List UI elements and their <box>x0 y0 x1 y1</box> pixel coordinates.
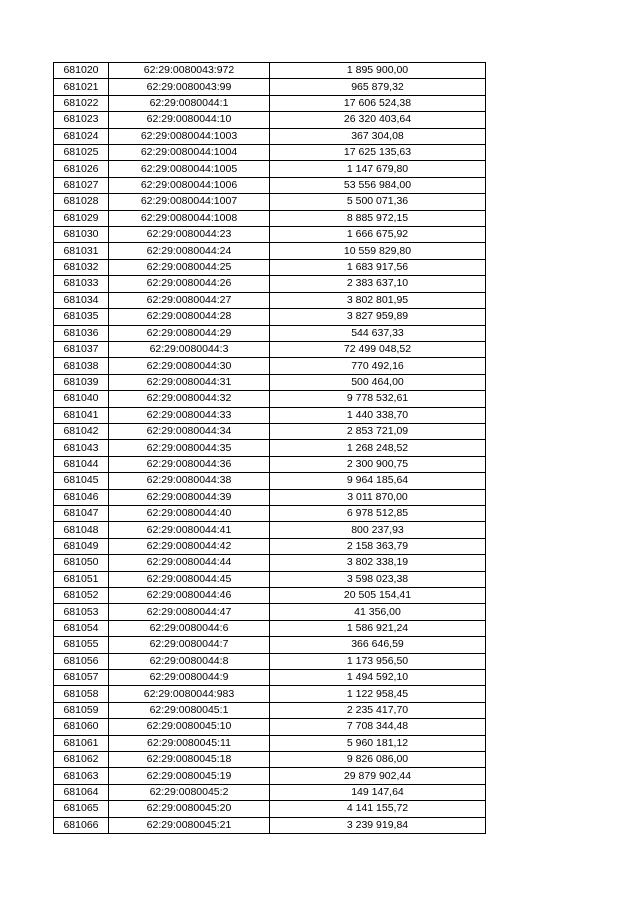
cadastral-number-cell: 62:29:0080045:2 <box>109 784 270 800</box>
row-number-cell: 681023 <box>54 112 109 128</box>
cadastral-number-cell: 62:29:0080044:25 <box>109 259 270 275</box>
row-number-cell: 681025 <box>54 145 109 161</box>
cadastral-number-cell: 62:29:0080044:32 <box>109 391 270 407</box>
cadastral-value-cell: 149 147,64 <box>270 784 486 800</box>
table-row <box>54 522 486 538</box>
row-number-cell: 681054 <box>54 620 109 636</box>
row-number-cell: 681041 <box>54 407 109 423</box>
table-row <box>54 276 486 292</box>
table-row <box>54 784 486 800</box>
row-number-cell: 681027 <box>54 177 109 193</box>
cadastral-value-cell: 17 606 524,38 <box>270 95 486 111</box>
cadastral-number-cell: 62:29:0080043:99 <box>109 79 270 95</box>
cadastral-number-cell: 62:29:0080044:28 <box>109 309 270 325</box>
row-number-cell: 681056 <box>54 653 109 669</box>
row-number-cell: 681050 <box>54 555 109 571</box>
table-row <box>54 309 486 325</box>
cadastral-number-cell: 62:29:0080044:39 <box>109 489 270 505</box>
table-row <box>54 128 486 144</box>
row-number-cell: 681058 <box>54 686 109 702</box>
cadastral-value-cell: 1 268 248,52 <box>270 440 486 456</box>
row-number-cell: 681047 <box>54 505 109 521</box>
cadastral-value-cell: 7 708 344,48 <box>270 719 486 735</box>
row-number-cell: 681033 <box>54 276 109 292</box>
cadastral-value-cell: 2 383 637,10 <box>270 276 486 292</box>
cadastral-number-cell: 62:29:0080044:31 <box>109 374 270 390</box>
row-number-cell: 681034 <box>54 292 109 308</box>
row-number-cell: 681063 <box>54 768 109 784</box>
table-body <box>54 63 486 834</box>
table-row <box>54 341 486 357</box>
row-number-cell: 681029 <box>54 210 109 226</box>
table-row <box>54 620 486 636</box>
row-number-cell: 681020 <box>54 63 109 79</box>
row-number-cell: 681021 <box>54 79 109 95</box>
row-number-cell: 681065 <box>54 801 109 817</box>
cadastral-number-cell: 62:29:0080044:1003 <box>109 128 270 144</box>
cadastral-number-cell: 62:29:0080044:9 <box>109 670 270 686</box>
cadastral-number-cell: 62:29:0080044:1 <box>109 95 270 111</box>
table-row <box>54 292 486 308</box>
cadastral-value-cell: 3 239 919,84 <box>270 817 486 833</box>
cadastral-value-cell: 9 826 086,00 <box>270 752 486 768</box>
row-number-cell: 681057 <box>54 670 109 686</box>
cadastral-value-cell: 10 559 829,80 <box>270 243 486 259</box>
cadastral-value-cell: 20 505 154,41 <box>270 588 486 604</box>
cadastral-value-cell: 3 598 023,38 <box>270 571 486 587</box>
table-row <box>54 243 486 259</box>
cadastral-value-cell: 965 879,32 <box>270 79 486 95</box>
cadastral-value-cell: 3 827 959,89 <box>270 309 486 325</box>
table-row <box>54 473 486 489</box>
table-row <box>54 95 486 111</box>
table-row <box>54 735 486 751</box>
cadastral-number-cell: 62:29:0080044:24 <box>109 243 270 259</box>
table-row <box>54 817 486 833</box>
cadastral-value-cell: 1 147 679,80 <box>270 161 486 177</box>
cadastral-value-cell: 1 173 956,50 <box>270 653 486 669</box>
row-number-cell: 681059 <box>54 702 109 718</box>
cadastral-number-cell: 62:29:0080045:21 <box>109 817 270 833</box>
table-row <box>54 325 486 341</box>
cadastral-number-cell: 62:29:0080044:8 <box>109 653 270 669</box>
table-row <box>54 653 486 669</box>
table-row <box>54 637 486 653</box>
cadastral-value-cell: 770 492,16 <box>270 358 486 374</box>
cadastral-number-cell: 62:29:0080044:42 <box>109 538 270 554</box>
cadastral-number-cell: 62:29:0080044:1006 <box>109 177 270 193</box>
cadastral-number-cell: 62:29:0080044:7 <box>109 637 270 653</box>
cadastral-value-cell: 5 500 071,36 <box>270 194 486 210</box>
cadastral-value-table <box>53 62 486 834</box>
table-row <box>54 79 486 95</box>
row-number-cell: 681030 <box>54 227 109 243</box>
cadastral-value-cell: 4 141 155,72 <box>270 801 486 817</box>
cadastral-value-cell: 17 625 135,63 <box>270 145 486 161</box>
cadastral-value-cell: 2 853 721,09 <box>270 423 486 439</box>
row-number-cell: 681052 <box>54 588 109 604</box>
table-row <box>54 374 486 390</box>
row-number-cell: 681026 <box>54 161 109 177</box>
cadastral-value-cell: 3 011 870,00 <box>270 489 486 505</box>
row-number-cell: 681038 <box>54 358 109 374</box>
row-number-cell: 681044 <box>54 456 109 472</box>
table-row <box>54 63 486 79</box>
row-number-cell: 681051 <box>54 571 109 587</box>
cadastral-value-cell: 3 802 801,95 <box>270 292 486 308</box>
table-row <box>54 768 486 784</box>
row-number-cell: 681024 <box>54 128 109 144</box>
table-row <box>54 423 486 439</box>
cadastral-value-cell: 800 237,93 <box>270 522 486 538</box>
cadastral-value-cell: 2 158 363,79 <box>270 538 486 554</box>
row-number-cell: 681035 <box>54 309 109 325</box>
cadastral-value-cell: 366 646,59 <box>270 637 486 653</box>
cadastral-number-cell: 62:29:0080044:41 <box>109 522 270 538</box>
cadastral-value-cell: 5 960 181,12 <box>270 735 486 751</box>
cadastral-value-cell: 500 464,00 <box>270 374 486 390</box>
cadastral-number-cell: 62:29:0080044:10 <box>109 112 270 128</box>
row-number-cell: 681042 <box>54 423 109 439</box>
cadastral-number-cell: 62:29:0080044:1005 <box>109 161 270 177</box>
row-number-cell: 681043 <box>54 440 109 456</box>
cadastral-number-cell: 62:29:0080044:983 <box>109 686 270 702</box>
cadastral-number-cell: 62:29:0080045:1 <box>109 702 270 718</box>
cadastral-number-cell: 62:29:0080044:29 <box>109 325 270 341</box>
cadastral-number-cell: 62:29:0080044:3 <box>109 341 270 357</box>
cadastral-value-cell: 1 586 921,24 <box>270 620 486 636</box>
row-number-cell: 681045 <box>54 473 109 489</box>
cadastral-value-cell: 1 666 675,92 <box>270 227 486 243</box>
table-row <box>54 358 486 374</box>
table-row <box>54 555 486 571</box>
cadastral-value-cell: 544 637,33 <box>270 325 486 341</box>
row-number-cell: 681046 <box>54 489 109 505</box>
table-row <box>54 719 486 735</box>
table-row <box>54 210 486 226</box>
row-number-cell: 681055 <box>54 637 109 653</box>
table-row <box>54 588 486 604</box>
row-number-cell: 681053 <box>54 604 109 620</box>
table-row <box>54 752 486 768</box>
cadastral-number-cell: 62:29:0080044:1007 <box>109 194 270 210</box>
cadastral-value-cell: 6 978 512,85 <box>270 505 486 521</box>
table-row <box>54 440 486 456</box>
cadastral-number-cell: 62:29:0080045:10 <box>109 719 270 735</box>
cadastral-number-cell: 62:29:0080043:972 <box>109 63 270 79</box>
row-number-cell: 681039 <box>54 374 109 390</box>
table-row <box>54 489 486 505</box>
table-row <box>54 686 486 702</box>
cadastral-value-cell: 41 356,00 <box>270 604 486 620</box>
table-row <box>54 702 486 718</box>
cadastral-number-cell: 62:29:0080045:11 <box>109 735 270 751</box>
row-number-cell: 681048 <box>54 522 109 538</box>
cadastral-value-cell: 1 895 900,00 <box>270 63 486 79</box>
cadastral-number-cell: 62:29:0080044:38 <box>109 473 270 489</box>
cadastral-number-cell: 62:29:0080044:46 <box>109 588 270 604</box>
table-row <box>54 670 486 686</box>
table-row <box>54 407 486 423</box>
row-number-cell: 681028 <box>54 194 109 210</box>
cadastral-value-cell: 1 440 338,70 <box>270 407 486 423</box>
cadastral-value-cell: 8 885 972,15 <box>270 210 486 226</box>
row-number-cell: 681032 <box>54 259 109 275</box>
cadastral-number-cell: 62:29:0080044:1008 <box>109 210 270 226</box>
row-number-cell: 681049 <box>54 538 109 554</box>
cadastral-number-cell: 62:29:0080044:45 <box>109 571 270 587</box>
cadastral-value-cell: 9 778 532,61 <box>270 391 486 407</box>
row-number-cell: 681060 <box>54 719 109 735</box>
table-row <box>54 505 486 521</box>
cadastral-value-cell: 367 304,08 <box>270 128 486 144</box>
table-row <box>54 112 486 128</box>
cadastral-number-cell: 62:29:0080044:35 <box>109 440 270 456</box>
row-number-cell: 681061 <box>54 735 109 751</box>
row-number-cell: 681031 <box>54 243 109 259</box>
table-row <box>54 391 486 407</box>
cadastral-value-cell: 3 802 338,19 <box>270 555 486 571</box>
cadastral-number-cell: 62:29:0080044:40 <box>109 505 270 521</box>
cadastral-value-cell: 1 494 592,10 <box>270 670 486 686</box>
row-number-cell: 681022 <box>54 95 109 111</box>
cadastral-number-cell: 62:29:0080044:1004 <box>109 145 270 161</box>
cadastral-number-cell: 62:29:0080044:27 <box>109 292 270 308</box>
row-number-cell: 681064 <box>54 784 109 800</box>
row-number-cell: 681037 <box>54 341 109 357</box>
cadastral-number-cell: 62:29:0080044:6 <box>109 620 270 636</box>
row-number-cell: 681066 <box>54 817 109 833</box>
table-row <box>54 538 486 554</box>
table-row <box>54 801 486 817</box>
cadastral-number-cell: 62:29:0080044:47 <box>109 604 270 620</box>
cadastral-value-cell: 1 122 958,45 <box>270 686 486 702</box>
cadastral-number-cell: 62:29:0080045:18 <box>109 752 270 768</box>
cadastral-value-cell: 53 556 984,00 <box>270 177 486 193</box>
cadastral-number-cell: 62:29:0080044:30 <box>109 358 270 374</box>
table-row <box>54 571 486 587</box>
table-row <box>54 194 486 210</box>
cadastral-number-cell: 62:29:0080045:19 <box>109 768 270 784</box>
cadastral-value-cell: 2 300 900,75 <box>270 456 486 472</box>
table-row <box>54 259 486 275</box>
cadastral-value-cell: 72 499 048,52 <box>270 341 486 357</box>
cadastral-value-cell: 26 320 403,64 <box>270 112 486 128</box>
cadastral-number-cell: 62:29:0080044:26 <box>109 276 270 292</box>
cadastral-value-cell: 29 879 902,44 <box>270 768 486 784</box>
cadastral-number-cell: 62:29:0080044:23 <box>109 227 270 243</box>
cadastral-value-cell: 1 683 917,56 <box>270 259 486 275</box>
table-row <box>54 145 486 161</box>
table-row <box>54 604 486 620</box>
cadastral-number-cell: 62:29:0080045:20 <box>109 801 270 817</box>
table-row <box>54 177 486 193</box>
table-row <box>54 161 486 177</box>
table-row <box>54 227 486 243</box>
cadastral-value-cell: 2 235 417,70 <box>270 702 486 718</box>
cadastral-number-cell: 62:29:0080044:33 <box>109 407 270 423</box>
row-number-cell: 681036 <box>54 325 109 341</box>
cadastral-number-cell: 62:29:0080044:44 <box>109 555 270 571</box>
cadastral-value-cell: 9 964 185,64 <box>270 473 486 489</box>
row-number-cell: 681062 <box>54 752 109 768</box>
cadastral-number-cell: 62:29:0080044:34 <box>109 423 270 439</box>
table-row <box>54 456 486 472</box>
cadastral-number-cell: 62:29:0080044:36 <box>109 456 270 472</box>
row-number-cell: 681040 <box>54 391 109 407</box>
